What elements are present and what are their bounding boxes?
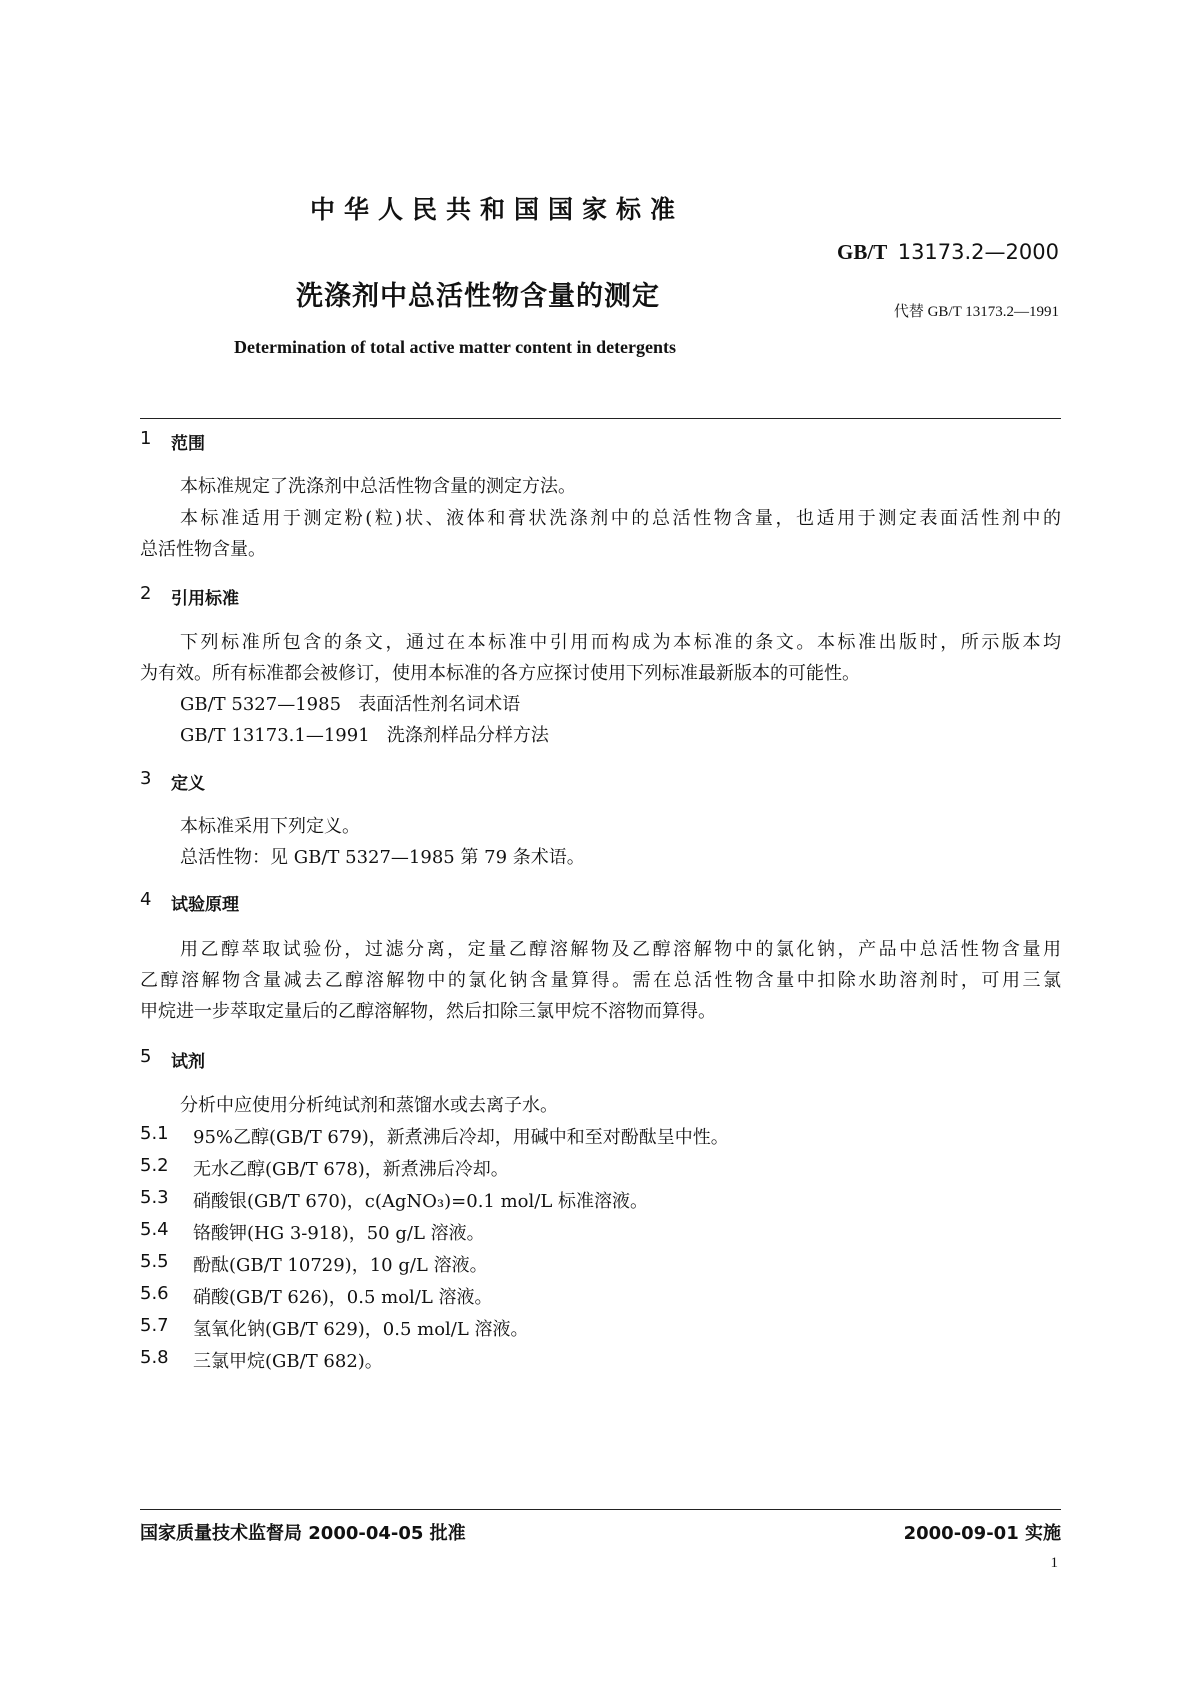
section-4-number: 4 <box>140 889 152 910</box>
reference-code: GB/T 5327—1985 <box>180 694 342 715</box>
document-title: 洗涤剂中总活性物含量的测定 <box>296 281 660 312</box>
reference-standard <box>180 721 549 747</box>
replaces-standard: 代替 GB/T 13173.2—1991 <box>893 304 1059 320</box>
reagent-text: 酚酞(GB/T 10729)，10 g/L 溶液。 <box>193 1255 488 1276</box>
reagent-number: 5.3 <box>140 1187 169 1208</box>
footer-divider <box>140 1509 1061 1510</box>
section-4-title: 试验原理 <box>171 895 239 915</box>
reagent-text: 铬酸钾(HG 3-918)，50 g/L 溶液。 <box>193 1223 485 1244</box>
reagent-number: 5.8 <box>140 1347 169 1368</box>
reference-name: 表面活性剂名词术语 <box>358 694 521 715</box>
reagent-text: 硝酸(GB/T 626)，0.5 mol/L 溶液。 <box>193 1287 493 1308</box>
reference-code: GB/T 13173.1—1991 <box>180 725 370 746</box>
reagent-number: 5.4 <box>140 1219 169 1240</box>
section-1-title: 范围 <box>171 434 205 454</box>
section-4-line-1: 用乙醇萃取试验份，过滤分离，定量乙醇溶解物及乙醇溶解物中的氯化钠，产品中总活性物含量用 <box>180 939 1061 960</box>
section-3-paragraph-2: 总活性物：见 GB/T 5327—1985 第 79 条术语。 <box>180 847 585 868</box>
page-number: 1 <box>1050 1555 1058 1571</box>
reagent-number: 5.7 <box>140 1315 169 1336</box>
english-title: Determination of total active matter content in detergents <box>234 337 677 357</box>
section-3-number: 3 <box>140 768 152 789</box>
section-2-paragraph-line-2: 为有效。所有标准都会被修订，使用本标准的各方应探讨使用下列标准最新版本的可能性。 <box>140 663 860 684</box>
section-1-paragraph-2-line-1: 本标准适用于测定粉(粒)状、液体和膏状洗涤剂中的总活性物含量，也适用于测定表面活性剂中的 <box>180 508 1061 529</box>
reagent-text: 三氯甲烷(GB/T 682)。 <box>193 1351 383 1372</box>
approval-line: 国家质量技术监督局 2000-04-05 批准 <box>140 1523 466 1544</box>
standard-code <box>837 240 1059 265</box>
standard-number: 13173.2—2000 <box>897 240 1059 264</box>
reference-standard <box>180 690 520 716</box>
reference-name: 洗涤剂样品分样方法 <box>386 725 549 746</box>
section-5-title: 试剂 <box>171 1052 205 1072</box>
reagent-text: 氢氧化钠(GB/T 629)，0.5 mol/L 溶液。 <box>193 1319 529 1340</box>
section-1-number: 1 <box>140 428 152 449</box>
section-5-intro: 分析中应使用分析纯试剂和蒸馏水或去离子水。 <box>180 1095 558 1116</box>
section-2-paragraph-line-1: 下列标准所包含的条文，通过在本标准中引用而构成为本标准的条文。本标准出版时，所示版本均 <box>180 632 1061 653</box>
reagent-number: 5.1 <box>140 1123 169 1144</box>
section-1-paragraph-1: 本标准规定了洗涤剂中总活性物含量的测定方法。 <box>180 476 576 497</box>
header-divider <box>140 418 1061 419</box>
reagent-number: 5.5 <box>140 1251 169 1272</box>
reagent-text: 硝酸银(GB/T 670)，c(AgNO₃)=0.1 mol/L 标准溶液。 <box>193 1191 648 1212</box>
section-1-paragraph-2-line-2: 总活性物含量。 <box>140 539 266 560</box>
section-5-number: 5 <box>140 1046 152 1067</box>
section-4-line-2: 乙醇溶解物含量减去乙醇溶解物中的氯化钠含量算得。需在总活性物含量中扣除水助溶剂时，可用三氯 <box>140 970 1061 991</box>
section-3-title: 定义 <box>171 774 205 794</box>
standard-prefix: GB/T <box>837 240 888 264</box>
section-3-paragraph-1: 本标准采用下列定义。 <box>180 816 360 837</box>
country-standard-heading: 中华人民共和国国家标准 <box>310 195 685 224</box>
effective-date: 2000-09-01 实施 <box>903 1523 1061 1544</box>
reagent-text: 95%乙醇(GB/T 679)，新煮沸后冷却，用碱中和至对酚酞呈中性。 <box>193 1127 729 1148</box>
reagent-number: 5.2 <box>140 1155 169 1176</box>
section-2-title: 引用标准 <box>171 589 239 609</box>
reagent-number: 5.6 <box>140 1283 169 1304</box>
reagent-text: 无水乙醇(GB/T 678)，新煮沸后冷却。 <box>193 1159 509 1180</box>
section-4-line-3: 甲烷进一步萃取定量后的乙醇溶解物，然后扣除三氯甲烷不溶物而算得。 <box>140 1001 716 1022</box>
section-2-number: 2 <box>140 583 152 604</box>
